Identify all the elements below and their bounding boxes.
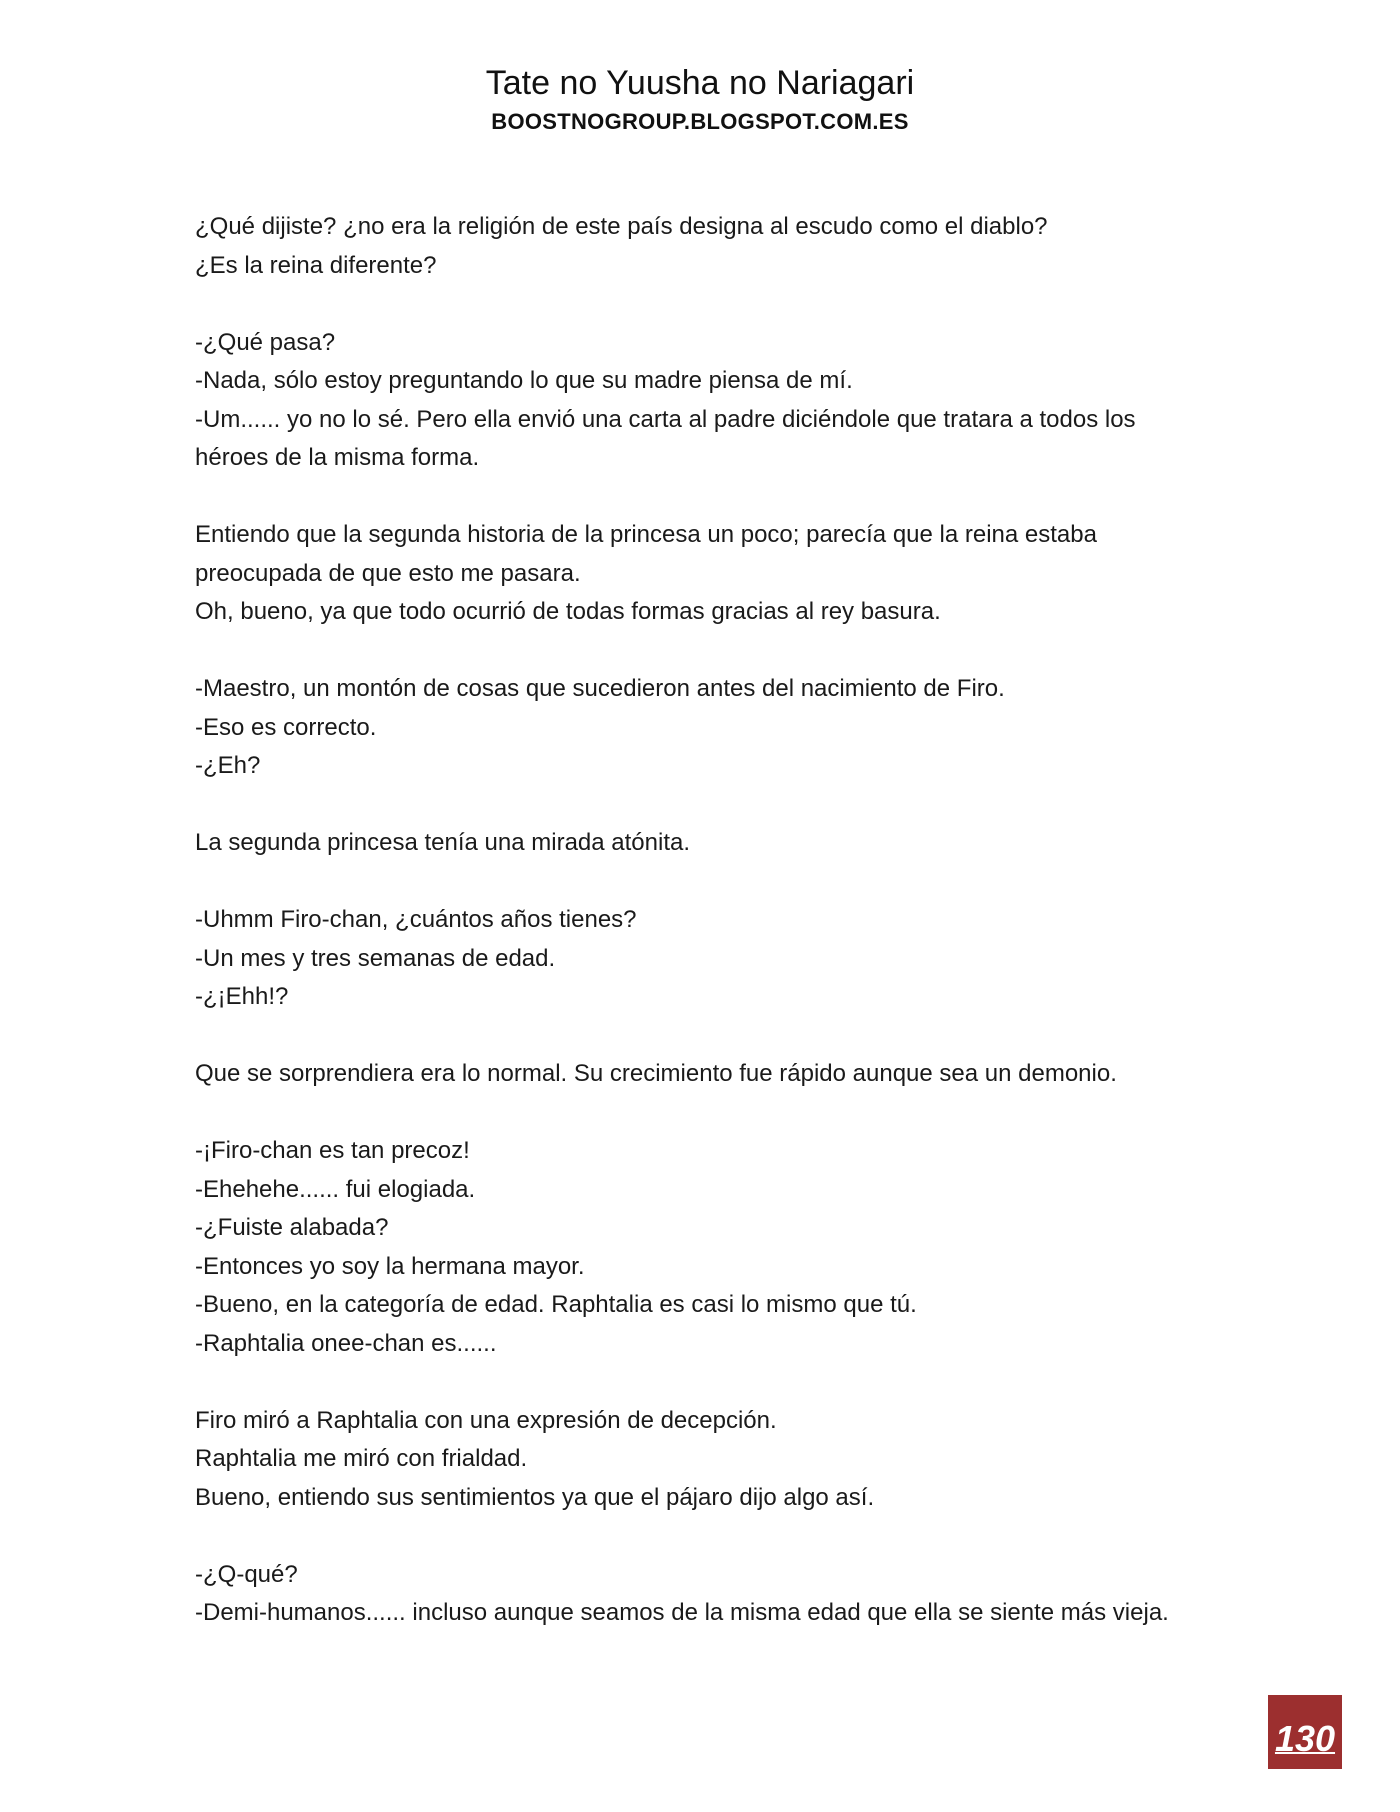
text-line: -¿¡Ehh!? [195, 983, 289, 1010]
document-body [195, 208, 1235, 1671]
text-line: -Maestro, un montón de cosas que sucedieron antes del nacimiento de Firo. [195, 675, 1005, 702]
paragraph [195, 208, 1235, 285]
paragraph [195, 324, 1235, 478]
paragraph [195, 901, 1235, 1017]
text-line: Entiendo que la segunda historia de la princesa un poco; parecía que la reina estaba [195, 521, 1097, 548]
paragraph [195, 824, 1235, 863]
text-line: -Uhmm Firo-chan, ¿cuántos años tienes? [195, 906, 637, 933]
page-header [0, 62, 1400, 136]
text-line: Que se sorprendiera era lo normal. Su crecimiento fue rápido aunque sea un demonio. [195, 1060, 1117, 1087]
text-line: ¿Qué dijiste? ¿no era la religión de este país designa al escudo como el diablo? [195, 213, 1048, 240]
text-line: -Entonces yo soy la hermana mayor. [195, 1252, 585, 1280]
paragraph [195, 516, 1235, 632]
text-line: -Demi-humanos...... incluso aunque seamos de la misma edad que ella se siente más vieja. [195, 1599, 1169, 1626]
text-line: preocupada de que esto me pasara. [195, 559, 581, 587]
text-line: -Um...... yo no lo sé. Pero ella envió una carta al padre diciéndole que tratara a todos los [195, 405, 1136, 433]
text-line: -¿Fuiste alabada? [195, 1214, 389, 1241]
text-line: Raphtalia me miró con frialdad. [195, 1445, 528, 1472]
text-line: -¿Qué pasa? [195, 328, 336, 356]
text-line: -¿Q-qué? [195, 1560, 298, 1588]
paragraph [195, 1556, 1235, 1633]
paragraph [195, 1055, 1235, 1094]
text-line: -Raphtalia onee-chan es...... [195, 1329, 497, 1357]
text-line: -Eso es correcto. [195, 713, 377, 741]
text-line: -Nada, sólo estoy preguntando lo que su madre piensa de mí. [195, 367, 853, 394]
paragraph [195, 1402, 1235, 1518]
text-line: La segunda princesa tenía una mirada atónita. [195, 829, 691, 856]
text-line: -Bueno, en la categoría de edad. Raphtalia es casi lo mismo que tú. [195, 1291, 917, 1318]
paragraph [195, 670, 1235, 786]
paragraph [195, 1132, 1235, 1363]
text-line: héroes de la misma forma. [195, 444, 480, 471]
text-line: Oh, bueno, ya que todo ocurrió de todas formas gracias al rey basura. [195, 598, 941, 625]
text-line: -Ehehehe...... fui elogiada. [195, 1175, 476, 1203]
document-title: Tate no Yuusha no Nariagari [485, 64, 915, 102]
text-line: -Un mes y tres semanas de edad. [195, 944, 556, 972]
text-line: -¿Eh? [195, 752, 261, 779]
text-line: -¡Firo-chan es tan precoz! [195, 1137, 470, 1164]
document-subtitle: BOOSTNOGROUP.BLOGSPOT.COM.ES [491, 109, 909, 134]
text-line: ¿Es la reina diferente? [195, 251, 437, 279]
text-line: Firo miró a Raphtalia con una expresión de decepción. [195, 1406, 777, 1434]
text-line: Bueno, entiendo sus sentimientos ya que el pájaro dijo algo así. [195, 1483, 875, 1511]
page-number-badge: 130 [1268, 1695, 1342, 1769]
